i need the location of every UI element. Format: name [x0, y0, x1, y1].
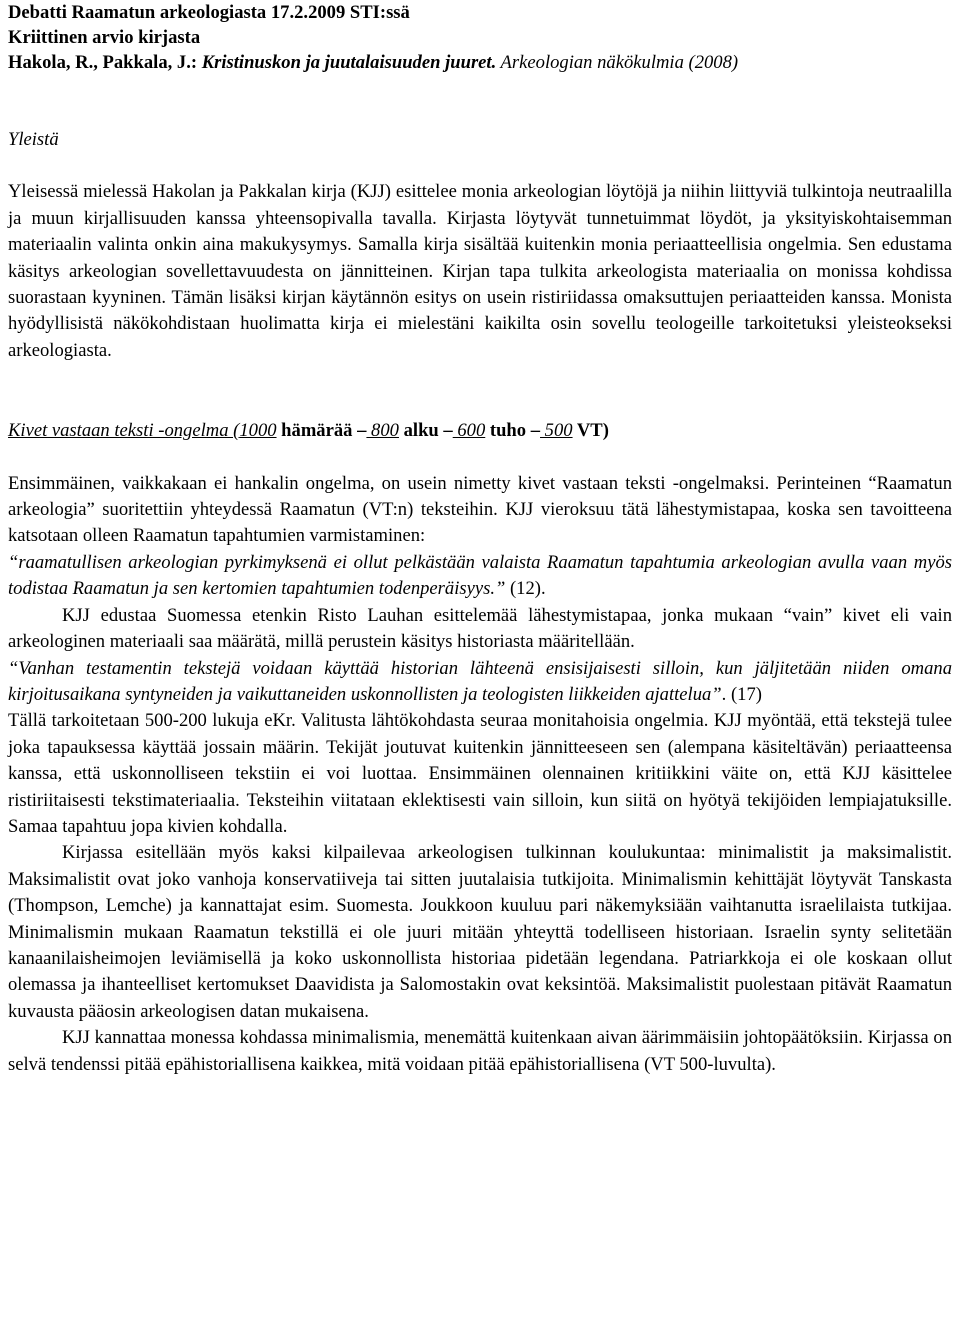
section-title-stones-vs-text: Kivet vastaan teksti -ongelma (1000 hämärää – 800 alku – 600 tuho – 500 VT): [8, 420, 609, 442]
book-title: Kristinuskon ja juutalaisuuden juuret.: [201, 52, 497, 73]
paragraph-kjj-minimalism: KJJ kannattaa monessa kohdassa minimalismia, menemättä kuitenkaan aivan äärimmäisiin johtopäätöksiin. Kirjassa on selvä tendenssi pitää epähistoriallisena kaikkea, mitä voidaan pitää epähistoriallisena (VT 500-luvulta).: [8, 1027, 952, 1075]
quote-1: “raamatullisen arkeologian pyrkimyksenä ei ollut pelkästään valaista Raamatun tapahtumia arkeologian avulla vaan myös todistaa Raamatun ja sen kertomien tapahtumien todenperäisyys.” (12).: [8, 551, 952, 600]
general-paragraph: Yleisessä mielessä Hakolan ja Pakkalan kirja (KJJ) esittelee monia arkeologian löytöjä ja niihin liittyviä tulkintoja neutraalilla ja muun kirjallisuuden kanssa yhteensopivalla tavalla. Kirjasta löytyvät tunnetuimmat löydöt, ja yksityiskohtaisemman materiaalin valinta onkin aina makukysymys. Samalla kirja sisältää kuitenkin monia periaatteellisia ongelmia. Sen edustama käsitys arkeologian sovellettavuudesta on jännitteinen. Kirjan tapa tulkita arkeologista materiaalia on monissa kohdissa suorastaan kyyninen. Tämän lisäksi kirjan käytännön esitys on usein ristiriidassa omaksuttujen periaatteiden kanssa. Monista hyödyllisistä näkökohdistaan huolimatta kirja ei mielestäni kaikilta osin sovellu teologeille tarkoitetuksi yleisteokseksi arkeologiasta.: [8, 181, 952, 361]
document-header: [8, 0, 952, 75]
paragraph-lauha: KJJ edustaa Suomessa etenkin Risto Lauhan esittelemää lähestymistapaa, jonka mukaan “vain” kivet eli vain arkeologinen materiaali saa määrätä, millä perustein käsitys historiasta määritellään.: [8, 604, 952, 653]
header-line-2: Kriittinen arvio kirjasta: [8, 27, 201, 48]
quote-2: “Vanhan testamentin tekstejä voidaan käyttää historian lähteenä ensisijaisesti silloin, kun jäljitetään niiden omana kirjoitusaikana syntyneiden ja vaikuttaneiden uskonnollisten ja teologisten liikkeiden ajattelua”. (17): [8, 657, 952, 705]
section-title-general: Yleistä: [8, 129, 59, 150]
header-line-3: [8, 50, 952, 75]
paragraph-500-200: Tällä tarkoitetaan 500-200 lukuja eKr. Valitusta lähtökohdasta seuraa monitahoisia ongelmia. KJJ myöntää, että tekstejä tulee joka tapauksessa käyttää jossain määrin. Tekijät joutuvat kuitenkin jännitteeseen sen (alempana käsiteltävän) periaatteensa kanssa, että uskonnolliseen tekstiin ei voi luottaa. Ensimmäinen olennainen kritiikkini väite on, että KJJ käsittelee ristiriitaisesti tekstimateriaalia. Teksteihin viitataan eklektisesti vain silloin, kun siitä on hyötyä tekijöiden lempiajatuksille. Samaa tapahtuu jopa kivien kohdalla.: [8, 710, 952, 837]
header-line-1: Debatti Raamatun arkeologiasta 17.2.2009 STI:ssä: [8, 2, 410, 23]
paragraph-schools: Kirjassa esitellään myös kaksi kilpailevaa arkeologisen tulkinnan koulukuntaa: minimalistit ja maksimalistit. Maksimalistit ovat joko vanhoja konservatiiveja tai sitten juutalaisia tutkijoita. Minimalismin kehittäjät löytyvät Tanskasta (Thompson, Lemche) ja kannattajat esim. Suomesta. Joukkoon kuuluu pari näkemyksiään vaihtanutta israelilaista tutkijaa. Minimalismin mukaan Raamatun tekstillä ei ole juuri mitään yhteyttä todelliseen historiaan. Israelin synty selitetään kanaanilaisheimojen leviämisellä ja koko uskonnollista historiaa pidetään legendana. Patriarkkoja ei ole koskaan ollut olemassa ja ihanteelliset kertomukset Daavidista ja Salomostakin ovat keksintöä. Maksimalistit puolestaan pitävät Raamatun kuvausta pääosin arkeologisen datan mukaisena.: [8, 842, 952, 1022]
paragraph-intro: Ensimmäinen, vaikkakaan ei hankalin ongelma, on usein nimetty kivet vastaan teksti -ongelmaksi. Perinteinen “Raamatun arkeologia” suoritettiin yhteydessä Raamatun (VT:n) teksteihin. KJJ vieroksuu tätä lähestymistapaa, koska sen tavoitteena katsotaan olleen Raamatun tapahtumien varmistaminen:: [8, 472, 952, 547]
book-subtitle: Arkeologian näkökulmia (2008): [496, 52, 739, 73]
book-authors: Hakola, R., Pakkala, J.:: [8, 52, 202, 73]
